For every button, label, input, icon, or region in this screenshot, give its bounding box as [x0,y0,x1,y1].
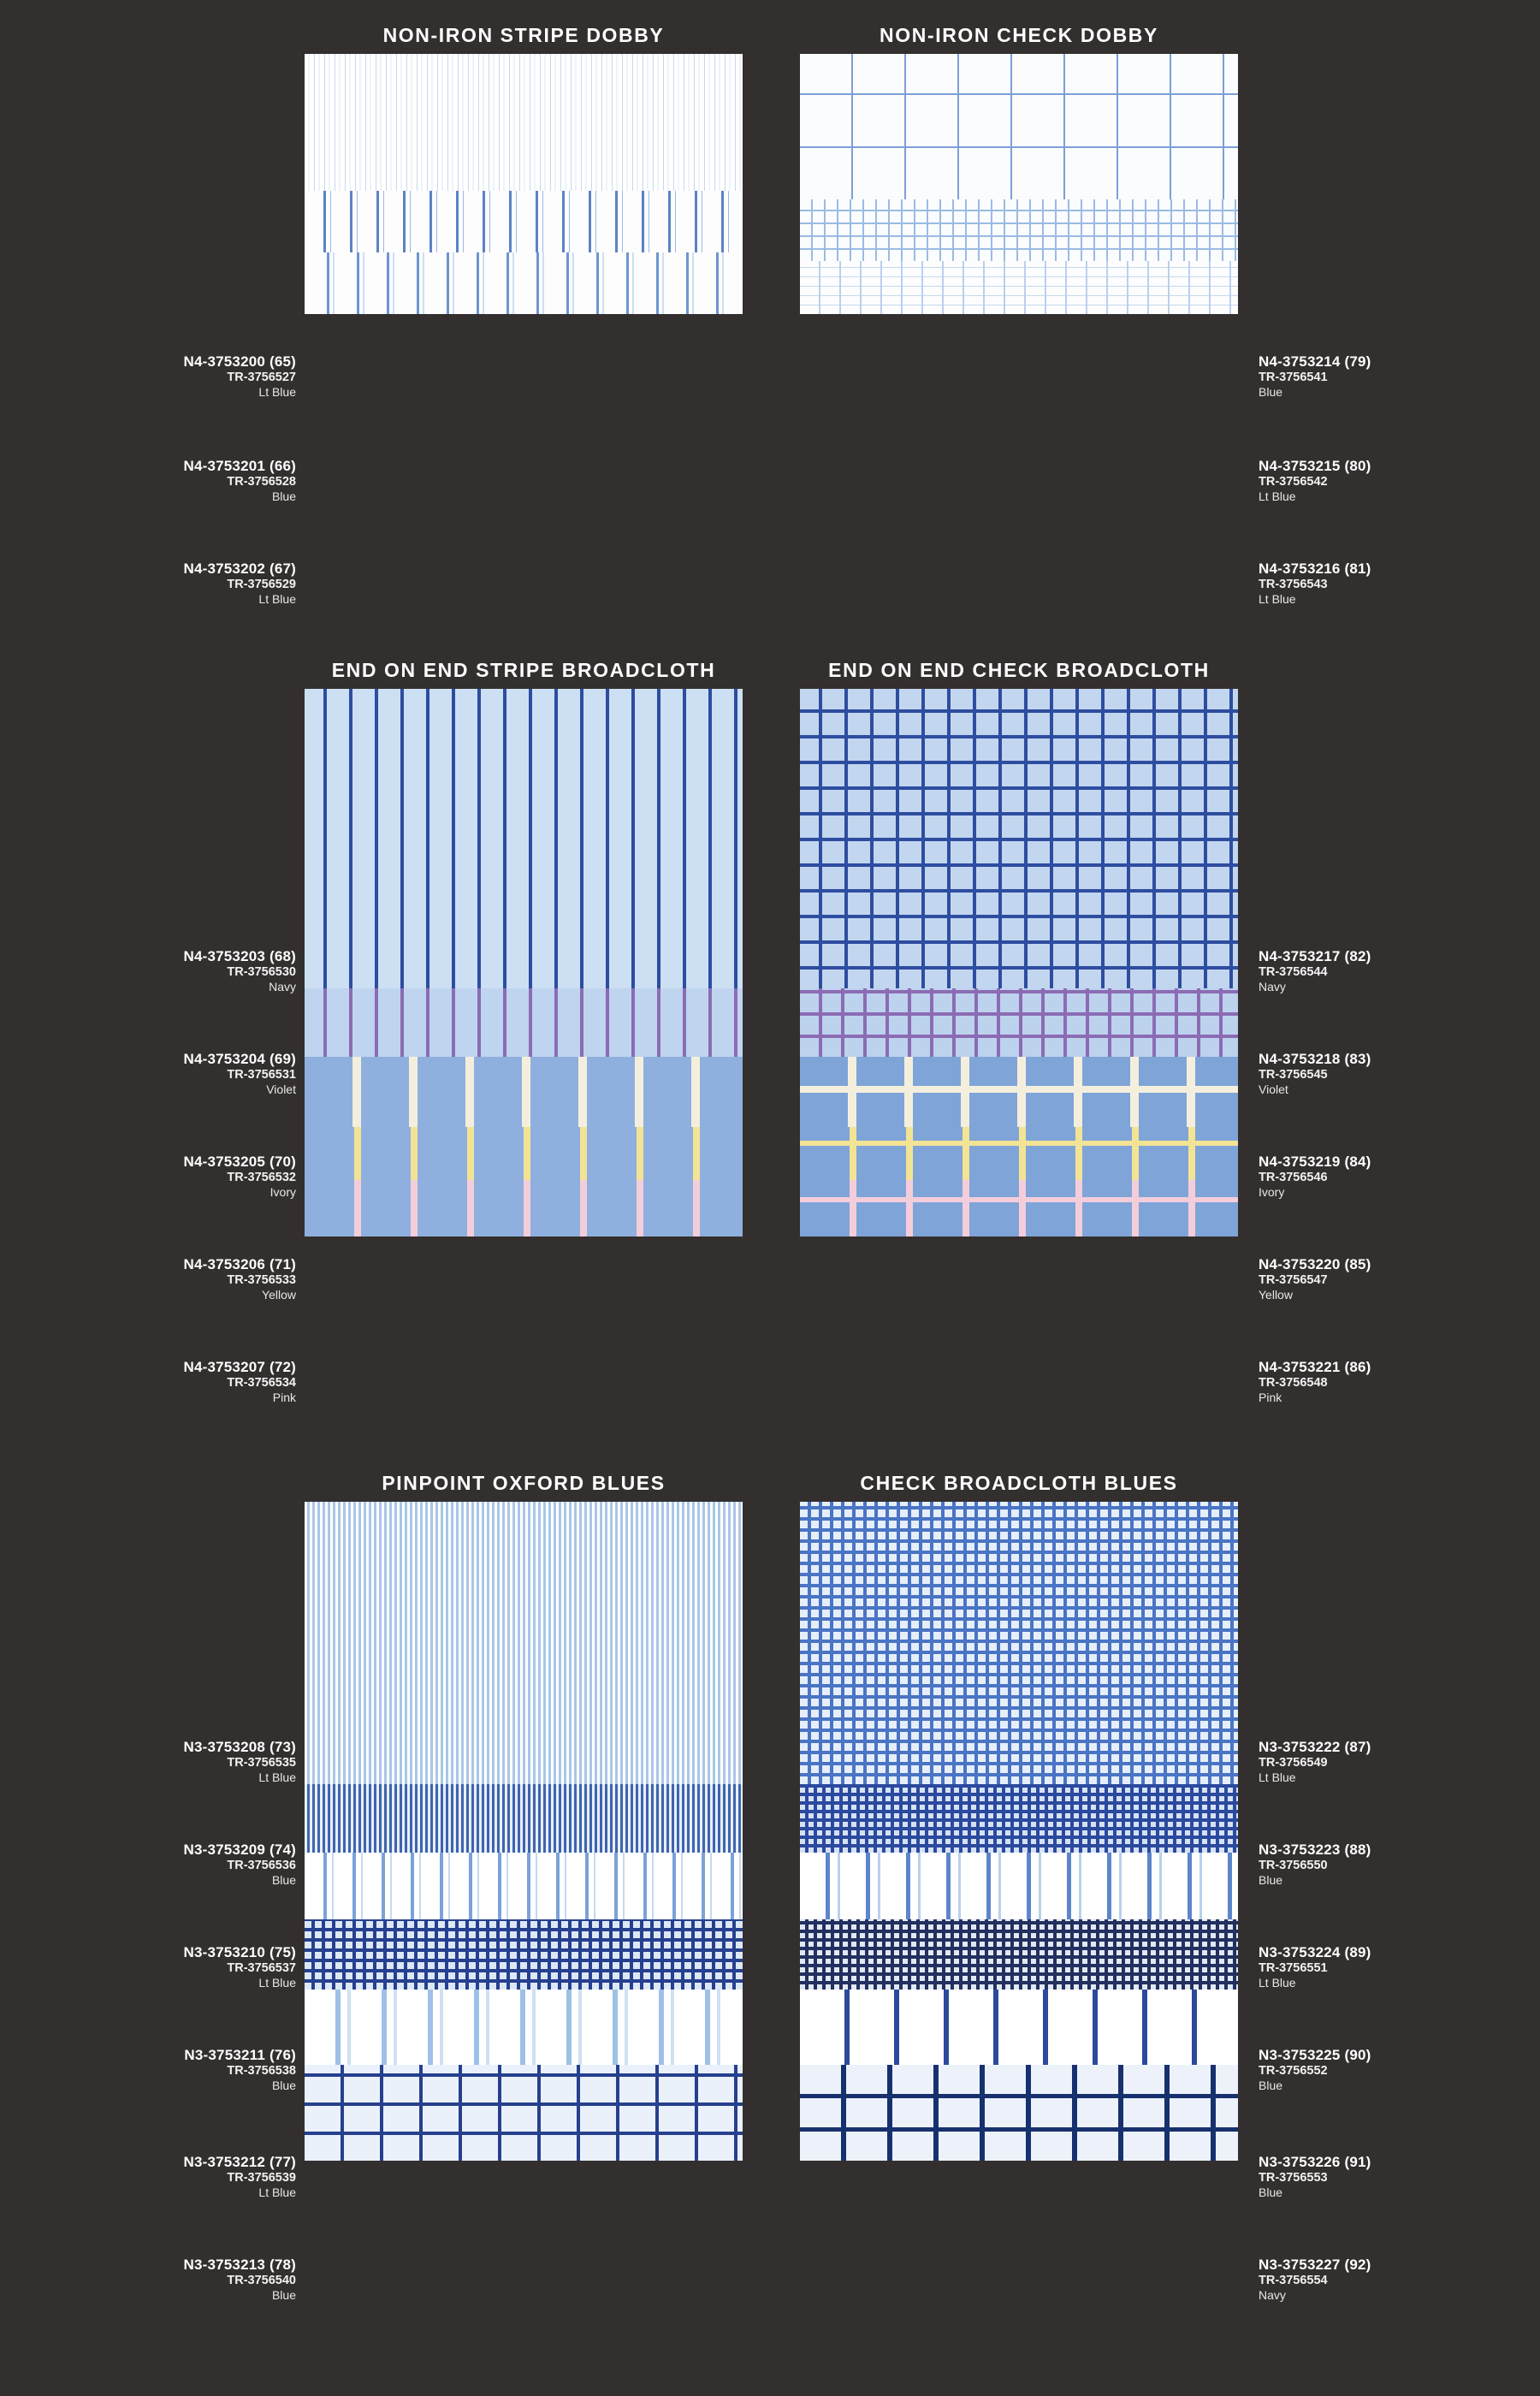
swatch-stack [305,54,743,314]
swatch-label: N4-3753217 (82) TR-3756544 Navy [1259,948,1371,994]
swatch-image [800,261,1238,314]
swatch-image [800,199,1238,261]
section-title: END ON END STRIPE BROADCLOTH [331,659,716,681]
swatch-label: N4-3753206 (71) TR-3756533 Yellow [183,1256,296,1302]
swatch-labels [82,659,296,1405]
swatch-image [800,689,1238,988]
swatch-image [800,1127,1238,1180]
swatch-image [800,988,1238,1057]
section-check-broadcloth-blues [800,1472,1371,2303]
swatch-labels [82,1472,296,2303]
swatch-image [305,988,743,1057]
swatch-label: N4-3753220 (85) TR-3756547 Yellow [1259,1256,1371,1302]
swatch-label: N4-3753221 (86) TR-3756548 Pink [1259,1359,1371,1405]
swatch-stack [800,689,1238,1237]
swatch-label: N4-3753215 (80) TR-3756542 Lt Blue [1259,458,1371,504]
swatch-label: N4-3753203 (68) TR-3756530 Navy [183,948,296,994]
swatch-image [305,1502,743,1784]
swatch-image [305,191,743,252]
section-title: CHECK BROADCLOTH BLUES [860,1472,1178,1494]
swatch-label: N4-3753219 (84) TR-3756546 Ivory [1259,1154,1371,1200]
section-end-on-end-stripe-broadcloth [183,659,743,1405]
swatch-label: N4-3753218 (83) TR-3756545 Violet [1259,1051,1371,1097]
swatch-label: N3-3753209 (74) TR-3756536 Blue [183,1841,296,1888]
swatch-stack [305,1502,743,2161]
swatch-label: N3-3753225 (90) TR-3756552 Blue [1259,2047,1371,2093]
swatch-image [305,1127,743,1180]
swatch-image [305,2065,743,2161]
swatch-image [305,54,743,191]
section-non-iron-check-dobby [800,24,1371,607]
swatch-stack [800,1502,1238,2161]
swatch-label: N4-3753201 (66) TR-3756528 Blue [183,458,296,504]
swatch-stack [305,689,743,1237]
swatch-label: N3-3753211 (76) TR-3756538 Blue [184,2047,296,2093]
swatch-label: N3-3753222 (87) TR-3756549 Lt Blue [1259,1739,1371,1785]
swatch-image [305,252,743,314]
swatch-image [305,1853,743,1919]
swatch-image [800,1853,1238,1919]
swatch-image [305,1784,743,1853]
swatch-image [305,1057,743,1127]
section-title: PINPOINT OXFORD BLUES [382,1472,666,1494]
section-title: END ON END CHECK BROADCLOTH [828,659,1210,681]
swatch-label: N4-3753216 (81) TR-3756543 Lt Blue [1259,560,1371,607]
swatch-labels [1259,24,1481,607]
swatch-label: N4-3753204 (69) TR-3756531 Violet [183,1051,296,1097]
swatch-label: N4-3753200 (65) TR-3756527 Lt Blue [183,353,296,400]
swatch-image [800,1919,1238,1990]
swatch-image [305,1919,743,1990]
swatch-label: N3-3753224 (89) TR-3756551 Lt Blue [1259,1944,1371,1990]
swatch-label: N4-3753214 (79) TR-3756541 Blue [1259,353,1371,400]
swatch-image [800,1180,1238,1237]
swatch-label: N3-3753213 (78) TR-3756540 Blue [183,2257,296,2303]
swatch-image [305,689,743,988]
swatch-label: N4-3753207 (72) TR-3756534 Pink [183,1359,296,1405]
swatch-image [800,54,1238,199]
swatch-image [305,1990,743,2065]
swatch-label: N3-3753226 (91) TR-3756553 Blue [1259,2154,1371,2200]
swatch-label: N3-3753212 (77) TR-3756539 Lt Blue [183,2154,296,2200]
section-pinpoint-oxford-blues [183,1472,743,2303]
swatch-image [800,1502,1238,1784]
swatch-label: N3-3753227 (92) TR-3756554 Navy [1259,2257,1371,2303]
section-title: NON-IRON CHECK DOBBY [880,24,1158,46]
swatch-label: N3-3753223 (88) TR-3756550 Blue [1259,1841,1371,1888]
swatch-label: N3-3753210 (75) TR-3756537 Lt Blue [183,1944,296,1990]
swatch-image [800,2065,1238,2161]
swatch-labels [82,24,296,607]
swatch-labels [1259,659,1481,1405]
swatch-image [800,1990,1238,2065]
swatch-label: N4-3753205 (70) TR-3756532 Ivory [183,1154,296,1200]
swatch-image [800,1057,1238,1127]
swatch-image [800,1784,1238,1853]
swatch-label: N3-3753208 (73) TR-3756535 Lt Blue [183,1739,296,1785]
swatch-image [305,1180,743,1237]
swatch-label: N4-3753202 (67) TR-3756529 Lt Blue [183,560,296,607]
swatch-stack [800,54,1238,314]
section-non-iron-stripe-dobby [183,24,743,607]
section-title: NON-IRON STRIPE DOBBY [382,24,665,46]
section-end-on-end-check-broadcloth [800,659,1371,1405]
swatch-labels [1259,1472,1481,2303]
